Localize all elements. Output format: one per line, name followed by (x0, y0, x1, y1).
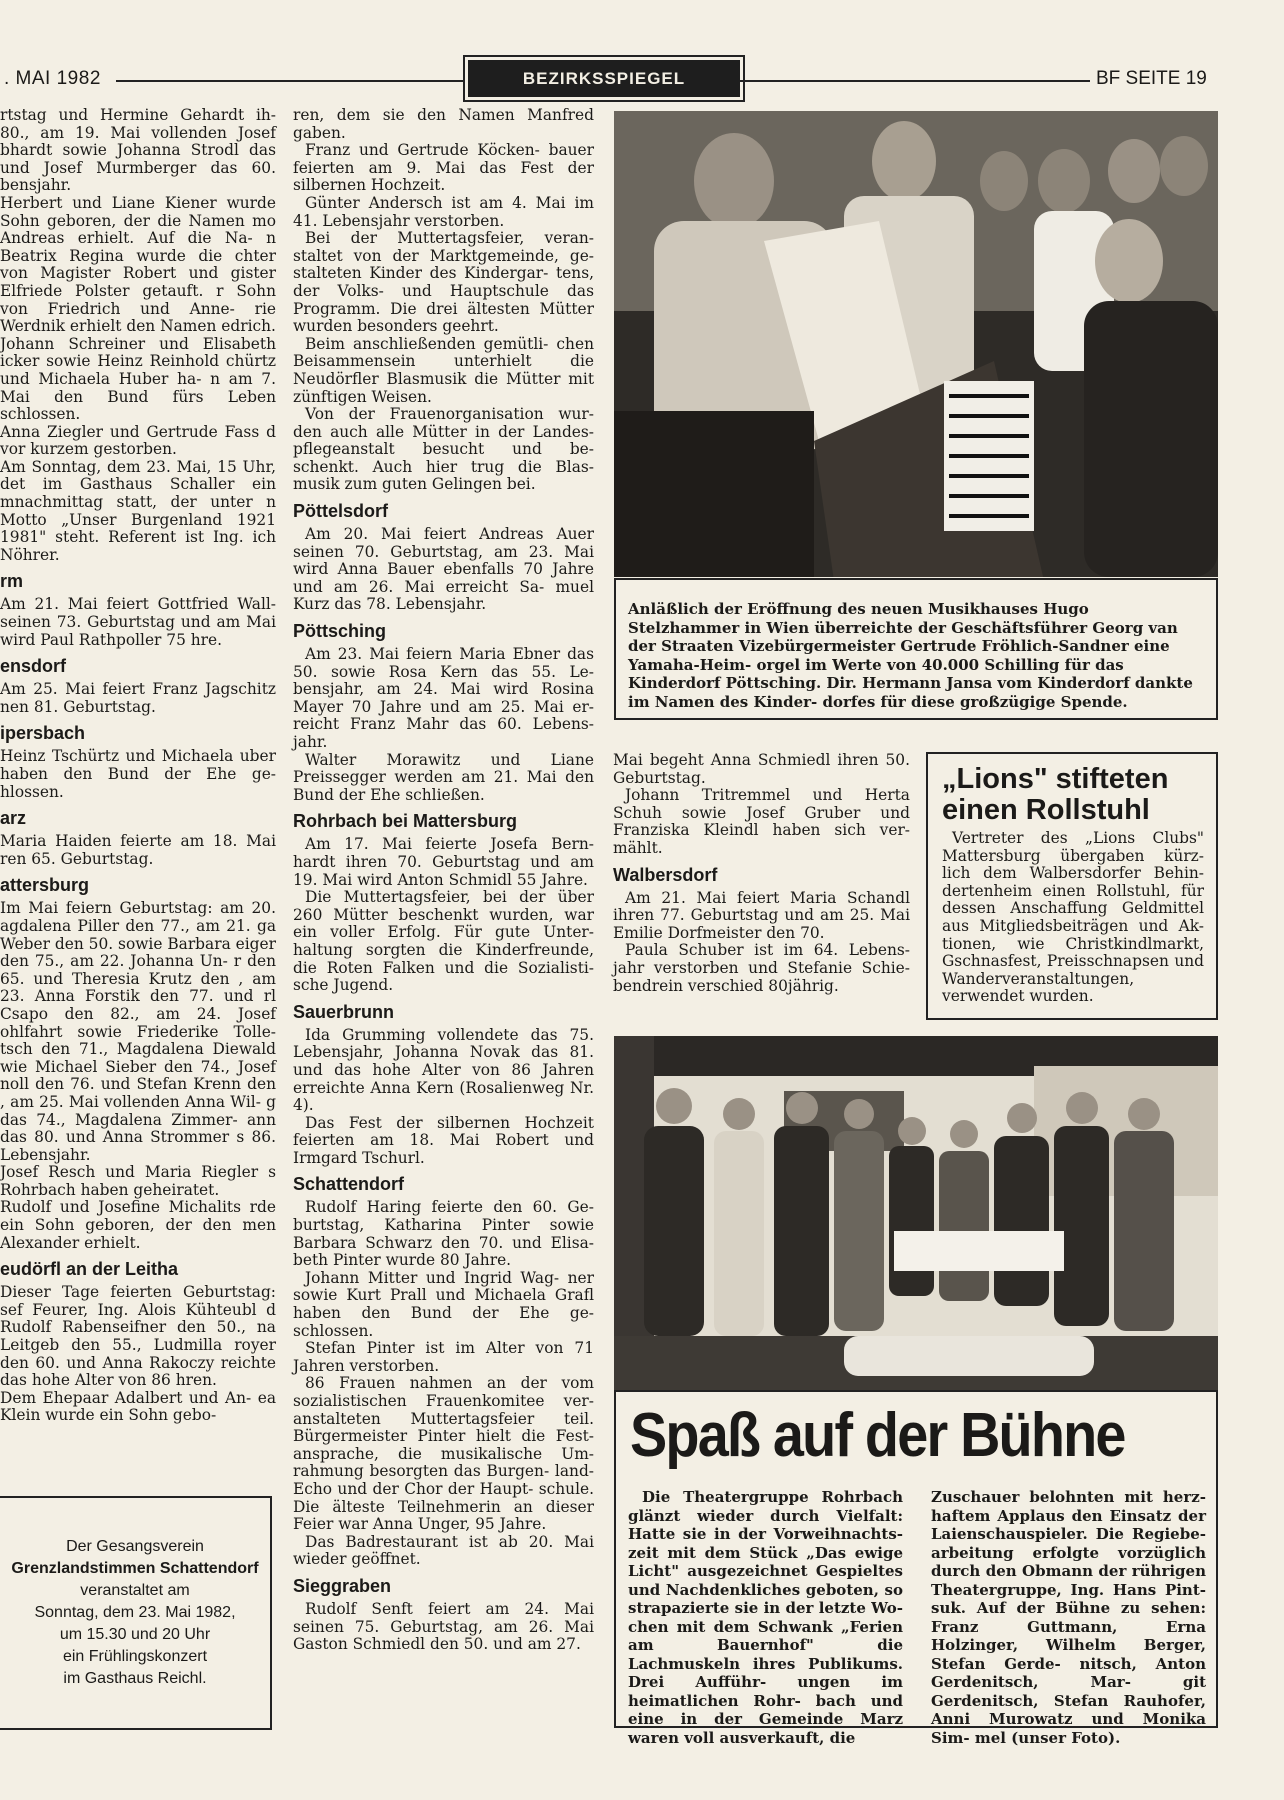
article-paragraph: Stefan Pinter ist im Alter von 71 Jahren verstorben. (293, 1339, 594, 1375)
page-number: BF SEITE 19 (1096, 68, 1207, 89)
article-paragraph: Rudolf und Josefine Michalits rde ein Sohn geboren, der den men Alexander erhielt. (0, 1198, 276, 1252)
concert-line: ein Frühlingskonzert (62, 1648, 208, 1665)
article-paragraph: Beim anschließenden gemütli- chen Beisammensein unterhielt die Neudörfler Blasmusik die Mütter mit zünftigen Weisen. (293, 334, 594, 406)
article-paragraph: Rudolf Haring feierte den 60. Ge- burtstag, Katharina Pinter sowie Barbara Schwarz den 70. und Elisa- beth Pinter wurde 80 Jahre. (293, 1198, 594, 1270)
place-heading: Sieggraben (293, 1575, 392, 1596)
theatre-text-left: Die Theatergruppe Rohrbach glänzt wieder durch Vielfalt: Hatte sie in der Vorweihnachts- zeit mit dem Stück „Das ewige Licht" ausgezeichnet Gespieltes und Nachdenkliches geboten, so strapazierte sie in der letzte Wo- chen mit dem Schwank „Ferien am Bauernhof" die Lachmuskeln ihres Publikums. Drei Aufführ- ungen im heimatlichen Rohr- bach und eine in der Gemeinde Marz waren voll ausverkauft, die (628, 1488, 903, 1747)
concert-line: Der Gesangsverein (66, 1538, 204, 1555)
place-heading: Rohrbach bei Mattersburg (293, 811, 518, 832)
article-paragraph: Am Sonntag, dem 23. Mai, 15 Uhr, det im Gasthaus Schaller ein mnachmittag statt, der unter n Motto „Unser Burgenland 1921 1981" steht. Referent ist Ing. ich Nöhrer. (0, 457, 276, 564)
column-1 (0, 107, 276, 1425)
article-paragraph: Am 20. Mai feiert Andreas Auer seinen 70. Geburtstag, am 23. Mai wird Anna Bauer ebenfalls 70 Jahre und am 26. Mai erreicht Sa- muel Kurz das 78. Lebensjahr. (293, 525, 594, 614)
organ-photo-drawing (614, 111, 1218, 577)
article-paragraph: Im Mai feiern Geburtstag: am 20. agdalena Piller den 77., am 21. ga Weber den 50. sowie Barbara eiger den 75., am 22. Johanna Un- r den 65. und Theresia Krutz den , am 23. Anna Forstik den 77. und rl Csapo den 82., am 24. Josef ohlfahrt sowie Friederike Tolle- tsch den 71., Magdalena Diewald wie Michael Sieber den 74., Josef noll den 76. und Stefan Krenn den , am 25. Mai vollenden Anna Wil- g das 74., Magdalena Zimmer- ann das 80. und Anna Strommer s 86. Lebensjahr. (0, 899, 276, 1164)
article-paragraph: Dem Ehepaar Adalbert und An- ea Klein wurde ein Sohn gebo- (0, 1388, 276, 1425)
article-paragraph: Mai begeht Anna Schmiedl ihren 50. Geburtstag. (613, 751, 910, 787)
article-paragraph: Bei der Muttertagsfeier, veran- staltet von der Marktgemeinde, ge- stalteten Kinder des Kindergar- tens, der Volks- und Hauptschule das Programm. Die drei ältesten Mütter wurden besonders geehrt. (293, 229, 594, 336)
place-heading: Pöttelsdorf (293, 501, 389, 522)
article-paragraph: Johann Schreiner und Elisabeth icker sowie Heinz Reinhold chürtz und Michaela Huber ha- n am 7. Mai den Bund fürs Leben schlossen. (0, 334, 276, 424)
place-heading: rm (0, 571, 24, 592)
lions-headline-line: „Lions" stifteten (942, 763, 1169, 795)
place-heading: eudörfl an der Leitha (0, 1259, 179, 1280)
article-paragraph: Von der Frauenorganisation wur- den auch alle Mütter in der Landes- pflegeanstalt besucht und be- schenkt. Auch hier trug die Blas- musik zum guten Gelingen bei. (293, 405, 594, 494)
article-paragraph: Johann Tritremmel und Herta Schuh sowie Josef Gruber und Franziska Kleindl haben sich ver- mählt. (613, 786, 910, 857)
place-heading: ipersbach (0, 723, 86, 744)
article-paragraph: Dieser Tage feierten Geburtstag: sef Feurer, Ing. Alois Kühteubl d Rudolf Rabenseifner den 50., na Leitgeb den 55., Ludmilla royer den 60. und Anna Rakoczy reichte das hohe Alter von 86 hren. (0, 1283, 276, 1390)
place-heading: Schattendorf (293, 1174, 405, 1195)
column-3 (613, 752, 910, 995)
column-2 (293, 107, 594, 1654)
concert-line: Grenzlandstimmen Schattendorf (11, 1560, 259, 1577)
article-paragraph: Rudolf Senft feiert am 24. Mai seinen 75. Geburtstag, am 26. Mai Gaston Schmiedl den 50. und am 27. (293, 1599, 594, 1654)
concert-line: veranstaltet am (80, 1582, 190, 1599)
section-title: BEZIRKSSPIEGEL (468, 60, 740, 97)
theatre-article (614, 1390, 1218, 1747)
place-heading: Pöttsching (293, 621, 386, 642)
article-paragraph: Am 21. Mai feiert Maria Schandl ihren 77. Geburtstag und am 25. Mai Emilie Dorfmeister den 70. (613, 888, 910, 942)
place-heading: Sauerbrunn (293, 1001, 395, 1022)
place-heading: ensdorf (0, 656, 67, 677)
concert-line: Sonntag, dem 23. Mai 1982, (34, 1604, 236, 1621)
article-paragraph: Franz und Gertrude Köcken- bauer feierten am 9. Mai das Fest der silbernen Hochzeit. (293, 141, 594, 195)
article-paragraph: ren, dem sie den Namen Manfred gaben. (293, 106, 594, 142)
lions-headline-line: einen Rollstuhl (942, 794, 1150, 826)
article-paragraph: Heinz Tschürtz und Michaela uber haben den Bund der Ehe ge- hlossen. (0, 747, 276, 801)
place-heading: attersburg (0, 875, 90, 896)
article-paragraph: 86 Frauen nahmen an der vom sozialistischen Frauenkomitee ver- anstalteten Muttertagsfeier teil. Bürgermeister Pinter hielt die Fest- ansprache, die musikalische Um- rahmung besorgten das Burgen- land-Echo und der Chor der Haupt- schule. Die älteste Teilnehmerin an dieser Feier war Anna Unger, 95 Jahre. (293, 1374, 594, 1534)
organ-photo-caption: Anläßlich der Eröffnung des neuen Musikhauses Hugo Stelzhammer in Wien überreichte der Geschäftsführer Georg van der Straaten Vizebürgermeister Gertrude Fröhlich-Sandner eine Yamaha-Heim- orgel im Werte von 40.000 Schilling für das Kinderdorf Pöttsching. Dir. Hermann Jansa vom Kinderdorf dankte im Namen des Kinder- dorfes für diese großzügige Spende. (614, 578, 1218, 720)
article-paragraph: Ida Grumming vollendete das 75. Lebensjahr, Johanna Novak das 81. und das hohe Alter von 86 Jahren erreichte Anna Kern (Rosalienweg Nr. 4). (293, 1025, 594, 1115)
lions-headline (942, 764, 1204, 826)
article-paragraph: Günter Andersch ist am 4. Mai im 41. Lebensjahr verstorben. (293, 193, 594, 230)
header-rule-right (740, 80, 1090, 82)
concert-line: um 15.30 und 20 Uhr (59, 1626, 211, 1643)
place-heading: Walbersdorf (613, 864, 718, 885)
article-paragraph: Das Fest der silbernen Hochzeit feierten am 18. Mai Robert und Irmgard Tschurl. (293, 1113, 594, 1167)
article-paragraph: Johann Mitter und Ingrid Wag- ner sowie Kurt Prall und Michaela Grafl haben den Bund der Ehe ge- schlossen. (293, 1268, 594, 1340)
article-paragraph: Walter Morawitz und Liane Preissegger werden am 21. Mai den Bund der Ehe schließen. (293, 750, 594, 804)
article-paragraph: Am 25. Mai feiert Franz Jagschitz nen 81. Geburtstag. (0, 680, 276, 716)
article-paragraph: Am 17. Mai feierte Josefa Bern- hardt ihren 70. Geburtstag und am 19. Mai wird Anton Schmidl 55 Jahre. (293, 835, 594, 889)
article-paragraph: Paula Schuber ist im 64. Lebens- jahr verstorben und Stefanie Schie- bendrein verschied 80jährig. (613, 941, 910, 995)
article-paragraph: Maria Haiden feierte am 18. Mai ren 65. Geburtstag. (0, 832, 276, 868)
concert-line: im Gasthaus Reichl. (63, 1670, 207, 1687)
organ-handover-photo (614, 111, 1218, 577)
article-paragraph: Anna Ziegler und Gertrude Fass d vor kurzem gestorben. (0, 422, 276, 459)
article-paragraph: Am 21. Mai feiert Gottfried Wall- seinen 73. Geburtstag und am Mai wird Paul Rathpoller 75 hre. (0, 595, 276, 649)
concert-announcement (0, 1496, 272, 1730)
header-rule-left (116, 80, 466, 82)
article-paragraph: Das Badrestaurant ist ab 20. Mai wieder geöffnet. (293, 1532, 594, 1569)
article-paragraph: Josef Resch und Maria Riegler s Rohrbach haben geheiratet. (0, 1163, 276, 1199)
theatre-group-photo (614, 1036, 1218, 1391)
article-paragraph: rtstag und Hermine Gehardt ih- 80., am 19. Mai vollenden Josef bhardt sowie Johanna Strodl das und Josef Murmberger das 60. bensjahr. (0, 106, 276, 195)
article-paragraph: Herbert und Liane Kiener wurde Sohn geboren, der die Namen mo Andreas erhielt. Auf die Na- n Beatrix Regina wurde die chter von Magister Robert und gister Elfriede Polster getauft. r Sohn von Friedrich und Anne- rie Werdnik erhielt den Namen edrich. (0, 193, 276, 336)
lions-article (926, 752, 1218, 1020)
theatre-photo-drawing (614, 1036, 1218, 1391)
place-heading: arz (0, 808, 27, 829)
theatre-text-right: Zuschauer belohnten mit herz- haftem Applaus den Einsatz der Laienschauspieler. Die Regiebe- arbeitung erfolgte vorzüglich durch den Obmann der rührigen Theatergruppe, Ing. Hans Pint- suk. Auf der Bühne zu sehen: Franz Guttmann, Erna Holzinger, Wilhelm Berger, Stefan Gerde- nitsch, Anton Gerdenitsch, Mar- git Gerdenitsch, Stefan Rauhofer, Anni Murowatz und Monika Sim- mel (unser Foto). (931, 1488, 1206, 1747)
issue-date: . MAI 1982 (4, 68, 101, 89)
article-paragraph: Am 23. Mai feiern Maria Ebner das 50. sowie Rosa Kern das 55. Le- bensjahr, am 24. Mai wird Rosina Mayer 70 Jahre und am 25. Mai er- reicht Franz Mahr das 60. Lebens- jahr. (293, 645, 594, 751)
theatre-headline: Spaß auf der Bühne (630, 1401, 1125, 1470)
lions-body: Vertreter des „Lions Clubs" Mattersburg übergaben kürz- lich dem Walbersdorfer Behin- dertenheim einen Rollstuhl, für dessen Anschaffung Geldmittel aus Mitgliedsbeiträgen und Ak- tionen, wie Christkindlmarkt, Gschnasfest, Preisschnapsen und Wanderveranstaltungen, verwendet wurden. (942, 829, 1204, 1006)
article-paragraph: Die Muttertagsfeier, bei der über 260 Mütter beschenkt wurden, war ein voller Erfolg. Für gute Unter- haltung sorgten die Kinderfreunde, die Roten Falken und die Sozialisti- sche Jugend. (293, 888, 594, 995)
